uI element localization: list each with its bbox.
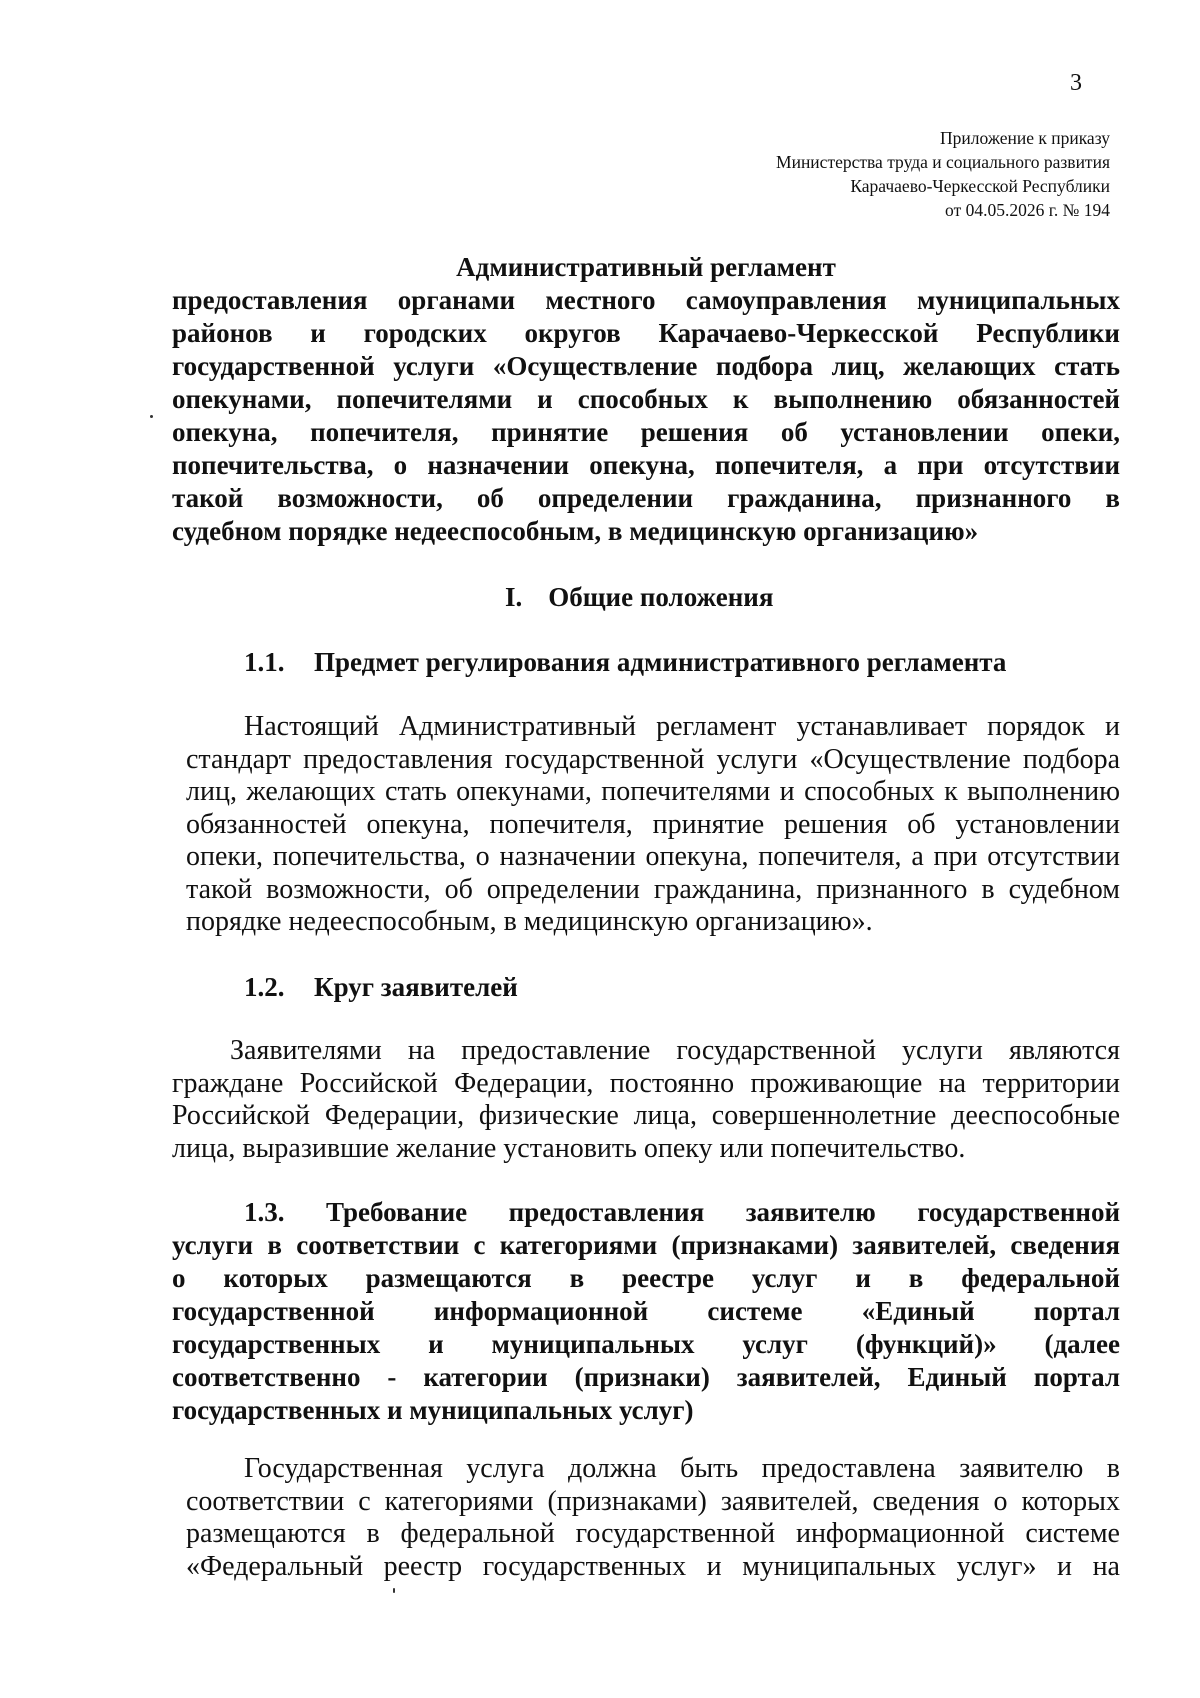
paragraph-line: Настоящий Административный регламент устанавливает порядок и — [244, 711, 1120, 742]
paragraph-line: соответствии с категориями (признаками) заявителей, сведения о которых — [186, 1485, 1120, 1517]
appendix-line: Приложение к приказу — [940, 128, 1110, 148]
section-number: I. — [505, 582, 523, 612]
section-title: Общие положения — [548, 582, 774, 612]
appendix-line: Карачаево-Черкесской Республики — [850, 176, 1110, 196]
title-line: опекунами, попечителями и способных к выполнению обязанностей — [172, 384, 1120, 414]
subsection-number: 1.1. — [244, 647, 285, 677]
paragraph-line: обязанностей опекуна, попечителя, принятие решения об установлении — [186, 808, 1120, 840]
page-number: 3 — [1070, 70, 1082, 96]
subsection-heading-1-1 — [244, 645, 1006, 679]
title-line: такой возможности, об определении гражданина, признанного в — [172, 483, 1120, 513]
section-heading — [505, 580, 773, 614]
subsection-heading-1-2 — [244, 970, 518, 1004]
paragraph-1-3 — [186, 1453, 1120, 1583]
paragraph-line: Заявителями на предоставление государственной услуги являются — [230, 1035, 1120, 1066]
heading-line: соответственно - категории (признаки) заявителей, Единый портал — [172, 1362, 1120, 1392]
paragraph-line: лиц, желающих стать опекунами, попечителями и способных к выполнению — [186, 776, 1120, 807]
heading-line: государственных и муниципальных услуг (функций)» (далее — [172, 1329, 1120, 1359]
paragraph-line: опеки, попечительства, о назначении опекуна, попечителя, а при отсутствии — [186, 841, 1120, 872]
document-title-body — [172, 284, 1120, 548]
heading-line: государственных и муниципальных услуг) — [172, 1395, 694, 1425]
paragraph-line: Государственная услуга должна быть предоставлена заявителю в — [244, 1453, 1120, 1484]
heading-line: о которых размещаются в реестре услуг и в федеральной — [172, 1263, 1120, 1293]
paragraph-1-2 — [172, 1035, 1120, 1165]
paragraph-line: «Федеральный реестр государственных и муниципальных услуг» и на — [186, 1550, 1120, 1582]
heading-line: государственной информационной системе «Единый портал — [172, 1296, 1120, 1326]
title-line: районов и городских округов Карачаево-Черкесской Республики — [172, 318, 1120, 348]
heading-line: услуги в соответствии с категориями (признаками) заявителей, сведения — [172, 1230, 1120, 1260]
title-line: судебном порядке недееспособным, в медицинскую организацию» — [172, 516, 979, 546]
paragraph-1-1 — [186, 711, 1120, 939]
appendix-line: Министерства труда и социального развития — [776, 152, 1110, 172]
paragraph-line: размещаются в федеральной государственной информационной системе — [186, 1518, 1120, 1549]
subsection-title: Круг заявителей — [314, 972, 518, 1002]
appendix-line: от 04.05.2026 г. № 194 — [945, 200, 1110, 220]
paragraph-line: такой возможности, об определении гражданина, признанного в судебном — [186, 873, 1120, 905]
subsection-title: Предмет регулирования административного регламента — [314, 647, 1007, 677]
paragraph-line: порядке недееспособным, в медицинскую организацию». — [186, 906, 873, 937]
title-line: предоставления органами местного самоуправления муниципальных — [172, 285, 1120, 315]
paragraph-line: Российской Федерации, физические лица, совершеннолетние дееспособные — [172, 1100, 1120, 1131]
title-line: попечительства, о назначении опекуна, попечителя, а при отсутствии — [172, 450, 1120, 480]
scan-speck — [150, 415, 153, 418]
heading-line: 1.3. Требование предоставления заявителю государственной — [244, 1197, 1120, 1227]
title-line: государственной услуги «Осуществление подбора лиц, желающих стать — [172, 351, 1120, 381]
subsection-heading-1-3 — [172, 1196, 1120, 1427]
paragraph-line: стандарт предоставления государственной услуги «Осуществление подбора — [186, 743, 1120, 775]
appendix-note — [776, 126, 1110, 222]
subsection-number: 1.2. — [244, 972, 285, 1002]
title-line: опекуна, попечителя, принятие решения об установлении опеки, — [172, 417, 1120, 447]
paragraph-line: лица, выразившие желание установить опеку или попечительство. — [172, 1132, 966, 1164]
scan-speck — [393, 1588, 395, 1593]
paragraph-line: граждане Российской Федерации, постоянно проживающие на территории — [172, 1067, 1120, 1099]
document-title-heading: Административный регламент — [456, 252, 836, 282]
